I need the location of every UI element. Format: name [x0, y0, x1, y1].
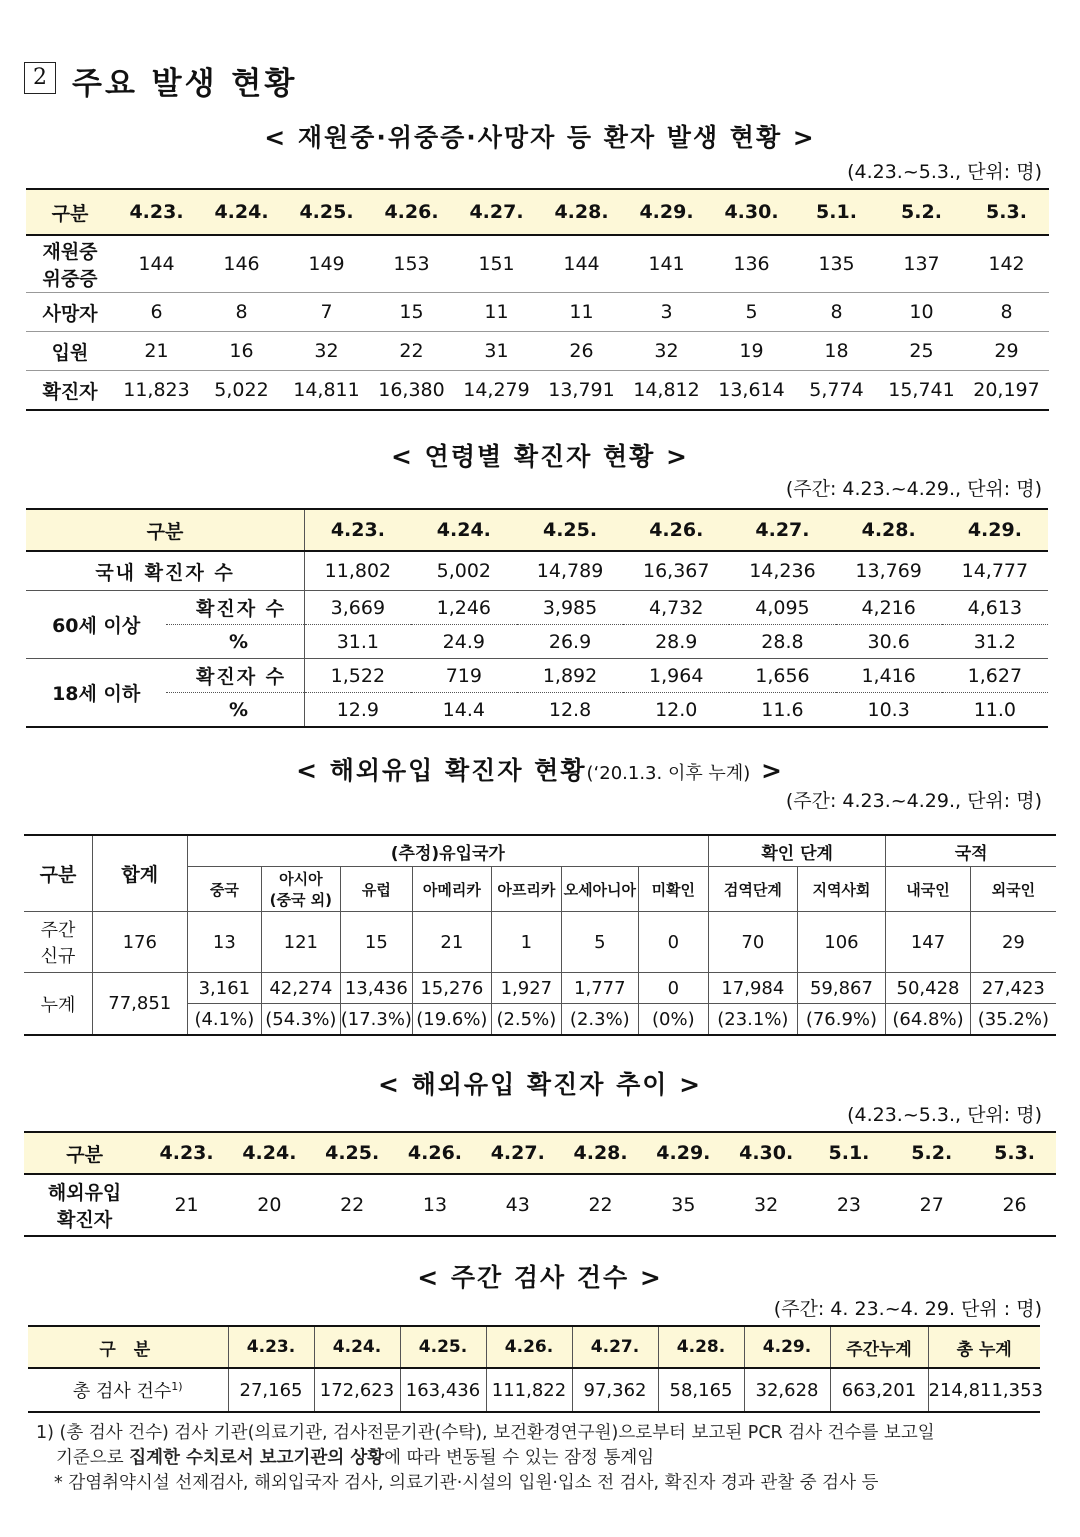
- cell: 21: [174, 1194, 199, 1216]
- date-header: 4.26.: [369, 189, 454, 235]
- cell: 13,769: [836, 551, 942, 591]
- imported-cases-table: [24, 834, 1056, 1036]
- header-cell: 주간누계: [830, 1326, 928, 1368]
- cell: (19.6%): [413, 1004, 492, 1036]
- cell: 24.9: [411, 625, 517, 659]
- table5-title: < 주간 검사 건수 >: [417, 1263, 663, 1292]
- cell: 12.8: [548, 698, 592, 721]
- cell: 8: [964, 293, 1049, 332]
- cell: 663,201: [830, 1368, 928, 1412]
- cell: 31.1: [305, 625, 411, 659]
- cell: 0: [638, 912, 708, 973]
- header-cell: 유럽: [340, 867, 412, 912]
- date-header: 4.27.: [454, 189, 539, 235]
- date-header: 5.2.: [890, 1132, 973, 1174]
- date-header: 4.23.: [145, 1132, 228, 1174]
- cell: 21: [114, 332, 199, 371]
- cell: 10.3: [867, 698, 910, 721]
- cell: 163,436: [400, 1368, 486, 1412]
- cell: 27,423: [970, 973, 1056, 1004]
- date-header: 4.29.: [942, 509, 1048, 551]
- row-label: 누계: [24, 973, 92, 1036]
- header-cell: 아시아 (중국 외): [262, 867, 341, 912]
- cell: 30.6: [836, 625, 942, 659]
- cell: 26: [1002, 1194, 1027, 1216]
- cell: 32,628: [744, 1368, 830, 1412]
- header-cell: 구분: [26, 189, 114, 235]
- imported-trend-table: [24, 1131, 1056, 1237]
- row-label: 재원중 위중증: [26, 235, 114, 293]
- cell: 13,791: [548, 379, 615, 401]
- table-header-row: [26, 509, 1048, 551]
- cell: 11.0: [973, 698, 1017, 721]
- table-header-row: [24, 1132, 1056, 1174]
- age-group-table: [26, 508, 1048, 728]
- cell: (4.1%): [187, 1004, 262, 1036]
- cell: (76.9%): [797, 1004, 886, 1036]
- cell: 14,236: [729, 551, 835, 591]
- date-header: 4.30.: [709, 189, 794, 235]
- header-cell: 미확인: [638, 867, 708, 912]
- table-row-60plus-pct: [26, 625, 1048, 659]
- table-header-row: [26, 189, 1049, 235]
- cell: 31.2: [942, 625, 1048, 659]
- date-header: 4.23.: [114, 189, 199, 235]
- header-cell: 외국인: [970, 867, 1056, 912]
- cell: 29: [970, 912, 1056, 973]
- cell: 5,022: [214, 379, 269, 401]
- cell: 23: [836, 1194, 862, 1216]
- date-header: 5.3.: [964, 189, 1049, 235]
- date-header: 4.25.: [284, 189, 369, 235]
- table3-unit: (주간: 4.23.~4.29., 단위: 명): [785, 790, 1042, 812]
- cell: 20: [257, 1194, 282, 1216]
- cell: 14,789: [517, 551, 623, 591]
- cell: 13: [422, 1194, 448, 1216]
- cell: 14,777: [942, 551, 1048, 591]
- cell: 11,802: [305, 551, 411, 591]
- cell: 15,741: [888, 379, 955, 401]
- cell: 1,656: [729, 659, 835, 693]
- cell: 149: [284, 235, 369, 293]
- cell: (2.3%): [562, 1004, 639, 1036]
- cell: 16: [199, 332, 284, 371]
- cell: 15,276: [413, 973, 492, 1004]
- footnote-2: * 감염취약시설 선제검사, 해외입국자 검사, 의료기관·시설의 입원·입소 전 검사, 확진자 경과 관찰 중 검사 등: [54, 1473, 879, 1493]
- cell: 22: [369, 332, 454, 371]
- cell: 137: [879, 235, 964, 293]
- row-label: 주간 신규: [24, 912, 92, 973]
- cell: 4,613: [942, 591, 1048, 625]
- cell: 146: [199, 235, 284, 293]
- table5-unit: (주간: 4. 23.~4. 29. 단위 : 명): [773, 1298, 1042, 1320]
- table1-unit: (4.23.~5.3., 단위: 명): [847, 161, 1042, 183]
- cell: 4,095: [729, 591, 835, 625]
- row-label: 총 검사 건수$^{1)}$: [28, 1368, 228, 1412]
- cell: 22: [340, 1194, 365, 1216]
- date-header: 4.25.: [311, 1132, 394, 1174]
- table-row-confirmed: [26, 371, 1049, 411]
- cell: 26.9: [517, 625, 623, 659]
- cell: 15: [340, 912, 412, 973]
- cell: 1,927: [491, 973, 561, 1004]
- cell: 28.9: [623, 625, 729, 659]
- cell: 15: [369, 293, 454, 332]
- date-header: 4.29.: [744, 1326, 830, 1368]
- cell: 1,522: [305, 659, 411, 693]
- cell: 21: [413, 912, 492, 973]
- cell: 13,614: [718, 379, 785, 401]
- date-header: 4.28.: [836, 509, 942, 551]
- header-cell: 오세아니아: [562, 867, 639, 912]
- row-label: 해외유입 확진자: [47, 1182, 122, 1231]
- cell: 27: [919, 1194, 944, 1216]
- date-header: 4.25.: [400, 1326, 486, 1368]
- page-title: 주요 발생 현황: [72, 66, 298, 102]
- cell: 8: [794, 293, 879, 332]
- cell: 70: [709, 912, 798, 973]
- header-cell: 합계: [92, 835, 187, 912]
- date-header: 4.23.: [228, 1326, 314, 1368]
- date-header: 4.25.: [517, 509, 623, 551]
- cell: (54.3%): [262, 1004, 341, 1036]
- cell: (2.5%): [491, 1004, 561, 1036]
- header-group-stage: 확인 단계: [709, 835, 886, 867]
- cell: 32: [624, 332, 709, 371]
- cell: (64.8%): [886, 1004, 971, 1036]
- cell: 59,867: [797, 973, 886, 1004]
- cell: 26: [539, 332, 624, 371]
- cell: 214,811,353: [928, 1379, 1044, 1401]
- cell: 1: [491, 912, 561, 973]
- cell: 106: [797, 912, 886, 973]
- cell: 136: [709, 235, 794, 293]
- group-label: 18세 이하: [52, 683, 141, 705]
- cell: 111,822: [486, 1368, 572, 1412]
- date-header: 4.29.: [642, 1132, 725, 1174]
- row-label: 입원: [26, 332, 114, 371]
- date-header: 4.29.: [624, 189, 709, 235]
- date-header: 4.28.: [539, 189, 624, 235]
- row-label: 확진자: [42, 380, 98, 403]
- patient-status-table: [26, 188, 1049, 411]
- group-label: 60세 이상: [26, 591, 166, 659]
- cell: 8: [199, 293, 284, 332]
- cell: 719: [411, 659, 517, 693]
- table-row-domestic: [26, 551, 1048, 591]
- row-label: 국내 확진자 수: [26, 551, 305, 591]
- header-cell: 총 누계: [928, 1326, 1040, 1368]
- table-row-critical: [26, 235, 1049, 293]
- cell: 58,165: [658, 1368, 744, 1412]
- date-header: 4.28.: [559, 1132, 642, 1174]
- cell: 97,362: [572, 1368, 658, 1412]
- row-label: 사망자: [26, 293, 114, 332]
- sub-label: 확진자 수: [166, 591, 304, 625]
- cell: 4,216: [836, 591, 942, 625]
- header-group-nationality: 국적: [886, 835, 1056, 867]
- cell: 43: [505, 1194, 530, 1216]
- header-cell: 구분: [24, 835, 92, 912]
- cell: 144: [114, 235, 199, 293]
- cell: 14,279: [463, 379, 530, 401]
- sub-label: %: [166, 625, 304, 659]
- cell: 141: [624, 235, 709, 293]
- cell: 50,428: [886, 973, 971, 1004]
- date-header: 4.26.: [394, 1132, 477, 1174]
- date-header: 5.3.: [973, 1132, 1056, 1174]
- header-group-country: (추정)유입국가: [187, 835, 708, 867]
- cell: 13,436: [340, 973, 412, 1004]
- date-header: 4.28.: [658, 1326, 744, 1368]
- header-cell: 내국인: [886, 867, 971, 912]
- date-header: 4.30.: [725, 1132, 808, 1174]
- cell: 29: [964, 332, 1049, 371]
- weekly-tests-table: [28, 1325, 1044, 1413]
- cell: 1,416: [836, 659, 942, 693]
- cell: 1,627: [942, 659, 1048, 693]
- cell: 35: [671, 1194, 696, 1216]
- cell: 135: [794, 235, 879, 293]
- cell: 3,161: [187, 973, 262, 1004]
- date-header: 4.24.: [314, 1326, 400, 1368]
- cell: 147: [886, 912, 971, 973]
- table-row-admitted: [26, 332, 1049, 371]
- table-row-weekly: [24, 912, 1056, 973]
- cell: 32: [284, 332, 369, 371]
- cell: 153: [369, 235, 454, 293]
- date-header: 4.27.: [572, 1326, 658, 1368]
- date-header: 4.26.: [486, 1326, 572, 1368]
- table-header-row: [28, 1326, 1040, 1368]
- cell: 18: [794, 332, 879, 371]
- cell: 5: [709, 293, 794, 332]
- date-header: 4.23.: [305, 509, 411, 551]
- cell: 14,811: [293, 379, 360, 401]
- cell: 31: [454, 332, 539, 371]
- date-header: 4.27.: [729, 509, 835, 551]
- cell: 1,246: [411, 591, 517, 625]
- cell: 28.8: [729, 625, 835, 659]
- header-cell: 검역단계: [709, 867, 798, 912]
- header-cell: 아메리카: [413, 867, 492, 912]
- date-header: 5.1.: [808, 1132, 891, 1174]
- cell: 3,985: [517, 591, 623, 625]
- cell: 1,777: [562, 973, 639, 1004]
- cell: 3: [624, 293, 709, 332]
- table-row-18under-pct: [26, 693, 1048, 728]
- date-header: 4.26.: [623, 509, 729, 551]
- cell: 32: [754, 1194, 779, 1216]
- cell: 22: [588, 1194, 613, 1216]
- cell: 19: [709, 332, 794, 371]
- cell: 12.9: [336, 698, 380, 721]
- table1-title: < 재원중·위중증·사망자 등 환자 발생 현황 >: [264, 123, 816, 152]
- table4-unit: (4.23.~5.3., 단위: 명): [847, 1104, 1042, 1126]
- cell: 77,851: [92, 973, 187, 1036]
- header-cell: 구분: [26, 509, 305, 551]
- cell: 42,274: [262, 973, 341, 1004]
- cell: 176: [92, 912, 187, 973]
- cell: 6: [114, 293, 199, 332]
- cell: 144: [539, 235, 624, 293]
- cell: 12.0: [655, 698, 698, 721]
- cell: 1,964: [623, 659, 729, 693]
- cell: 16,367: [623, 551, 729, 591]
- cell: 25: [879, 332, 964, 371]
- cell: 14,812: [633, 379, 700, 401]
- table2-title: < 연령별 확진자 현황 >: [391, 442, 689, 471]
- cell: 142: [964, 235, 1049, 293]
- table4-title: < 해외유입 확진자 추이 >: [377, 1070, 703, 1099]
- cell: 17,984: [709, 973, 798, 1004]
- cell: 3,669: [305, 591, 411, 625]
- cell: 4,732: [623, 591, 729, 625]
- cell: 121: [262, 912, 341, 973]
- sub-label: 확진자 수: [166, 659, 304, 693]
- cell: 5,774: [809, 379, 864, 401]
- cell: 5: [562, 912, 639, 973]
- header-cell: 중국: [187, 867, 262, 912]
- table-header-row: [24, 835, 1056, 867]
- cell: 151: [454, 235, 539, 293]
- cell: 0: [638, 973, 708, 1004]
- cell: 172,623: [314, 1368, 400, 1412]
- table2-unit: (주간: 4.23.~4.29., 단위: 명): [785, 478, 1042, 500]
- cell: (35.2%): [970, 1004, 1056, 1036]
- header-cell: 구분: [24, 1132, 145, 1174]
- footnote-1: 1) (총 검사 건수) 검사 기관(의료기관, 검사전문기관(수탁), 보건환경연구원)으로부터 보고된 PCR 검사 건수를 보고일 기준으로 집계한 수치로서 보고기관의 상황에 따라 변동될 수 있는 잠정 통계임 * 감염취약시설 선제검사, 해외입국자 검사, 의료기관·시설의 입원·입소 전 검사, 확진자 경과 관찰 중 검사 등: [36, 1421, 935, 1496]
- cell: 7: [284, 293, 369, 332]
- date-header: 4.24.: [228, 1132, 311, 1174]
- header-cell: 구 분: [28, 1326, 228, 1368]
- cell: 10: [879, 293, 964, 332]
- cell: 11: [454, 293, 539, 332]
- cell: (17.3%): [340, 1004, 412, 1036]
- table-row-imported: [24, 1174, 1056, 1236]
- header-cell: 지역사회: [797, 867, 886, 912]
- cell: 14.4: [442, 698, 485, 721]
- table3-title: < 해외유입 확진자 현황(‘20.1.3. 이후 누계) >: [296, 756, 784, 785]
- cell: 16,380: [378, 379, 445, 401]
- table-row-deaths: [26, 293, 1049, 332]
- date-header: 4.24.: [199, 189, 284, 235]
- sub-label: %: [166, 693, 304, 728]
- date-header: 4.24.: [411, 509, 517, 551]
- table-row-60plus-count: [26, 591, 1048, 625]
- cell: 27,165: [228, 1368, 314, 1412]
- cell: 11.6: [761, 698, 804, 721]
- cell: (23.1%): [709, 1004, 798, 1036]
- header-cell: 아프리카: [491, 867, 561, 912]
- cell: 20,197: [973, 379, 1040, 401]
- cell: 5,002: [411, 551, 517, 591]
- date-header: 4.27.: [476, 1132, 559, 1174]
- date-header: 5.1.: [794, 189, 879, 235]
- cell: 1,892: [517, 659, 623, 693]
- date-header: 5.2.: [879, 189, 964, 235]
- table-row-18under-count: [26, 659, 1048, 693]
- table-row-cumulative: [24, 973, 1056, 1004]
- section-number-box: 2: [24, 62, 56, 94]
- cell: 13: [187, 912, 262, 973]
- cell: (0%): [638, 1004, 708, 1036]
- cell: 11: [539, 293, 624, 332]
- table-row-total-tests: [28, 1368, 1040, 1412]
- cell: 11,823: [123, 379, 190, 401]
